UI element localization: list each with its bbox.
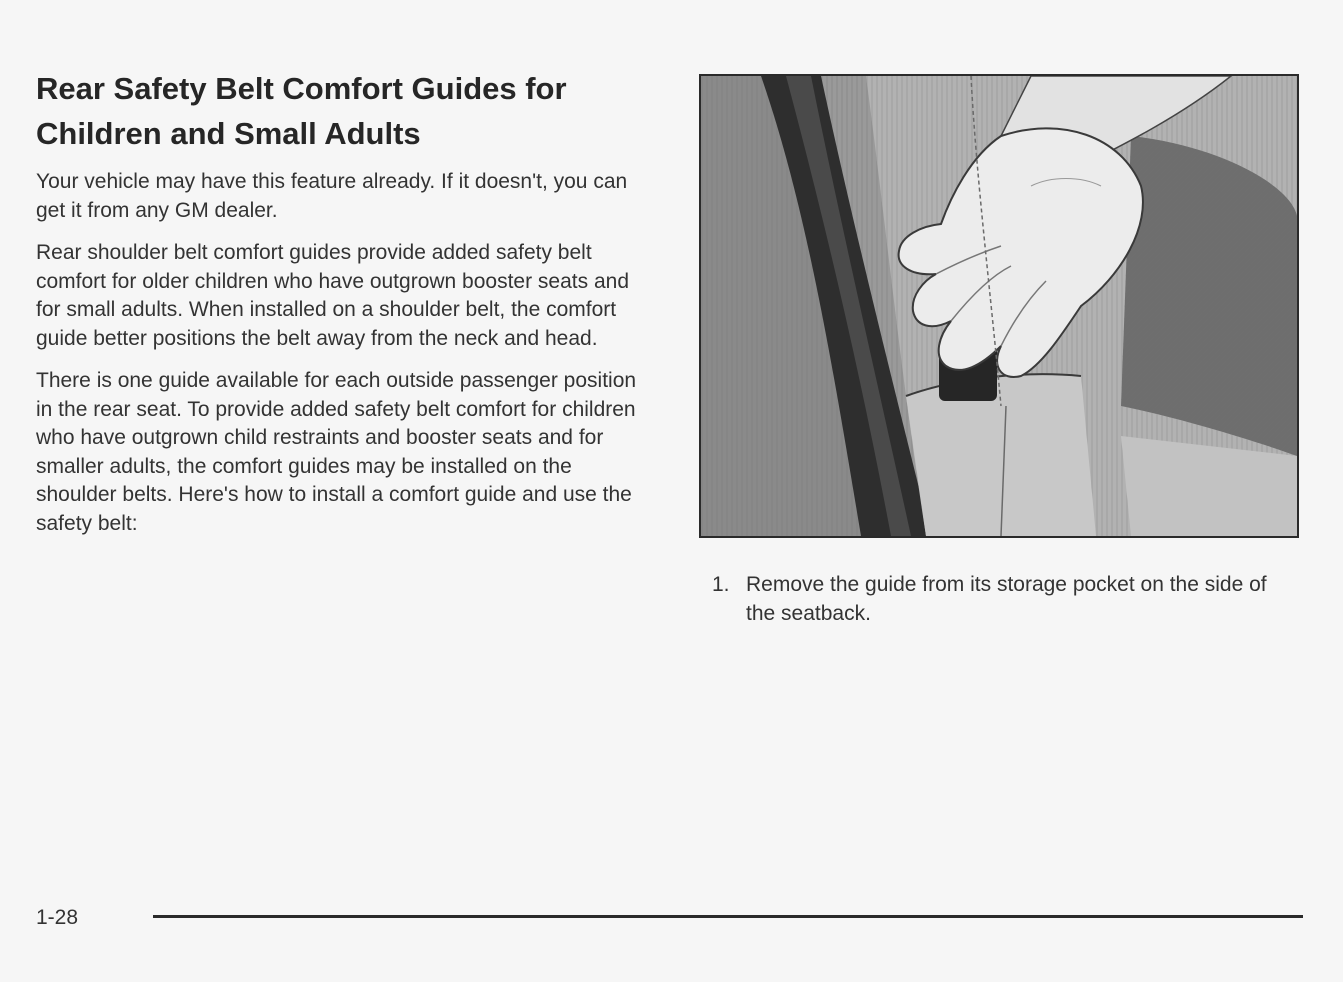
intro-paragraph: Your vehicle may have this feature already. If it doesn't, you can get it from any GM dealer. <box>36 170 628 222</box>
step-number: 1. <box>712 573 730 596</box>
instructions-paragraph: There is one guide available for each outside passenger position in the rear seat. To provide added safety belt comfort for children who have outgrown child restraints and booster seats and for smaller adults, the comfort guides may be installed on the shoulder belts. Here's how to install a comfort guide and use the safety belt: <box>36 369 637 535</box>
page-title: Rear Safety Belt Comfort Guides for Children and Small Adults <box>36 71 567 151</box>
footer-divider <box>153 915 1303 918</box>
page-number: 1-28 <box>36 906 79 929</box>
step-text: Remove the guide from its storage pocket on the side of the seatback. <box>746 573 1267 625</box>
step-item <box>712 571 1292 628</box>
illustration-hand-removing-guide <box>699 74 1299 538</box>
seatback-illustration <box>701 76 1297 536</box>
left-column <box>36 66 656 552</box>
description-paragraph: Rear shoulder belt comfort guides provide added safety belt comfort for older children who have outgrown booster seats and for small adults. When installed on a shoulder belt, the comfort guide better positions the belt away from the neck and head. <box>36 241 629 350</box>
